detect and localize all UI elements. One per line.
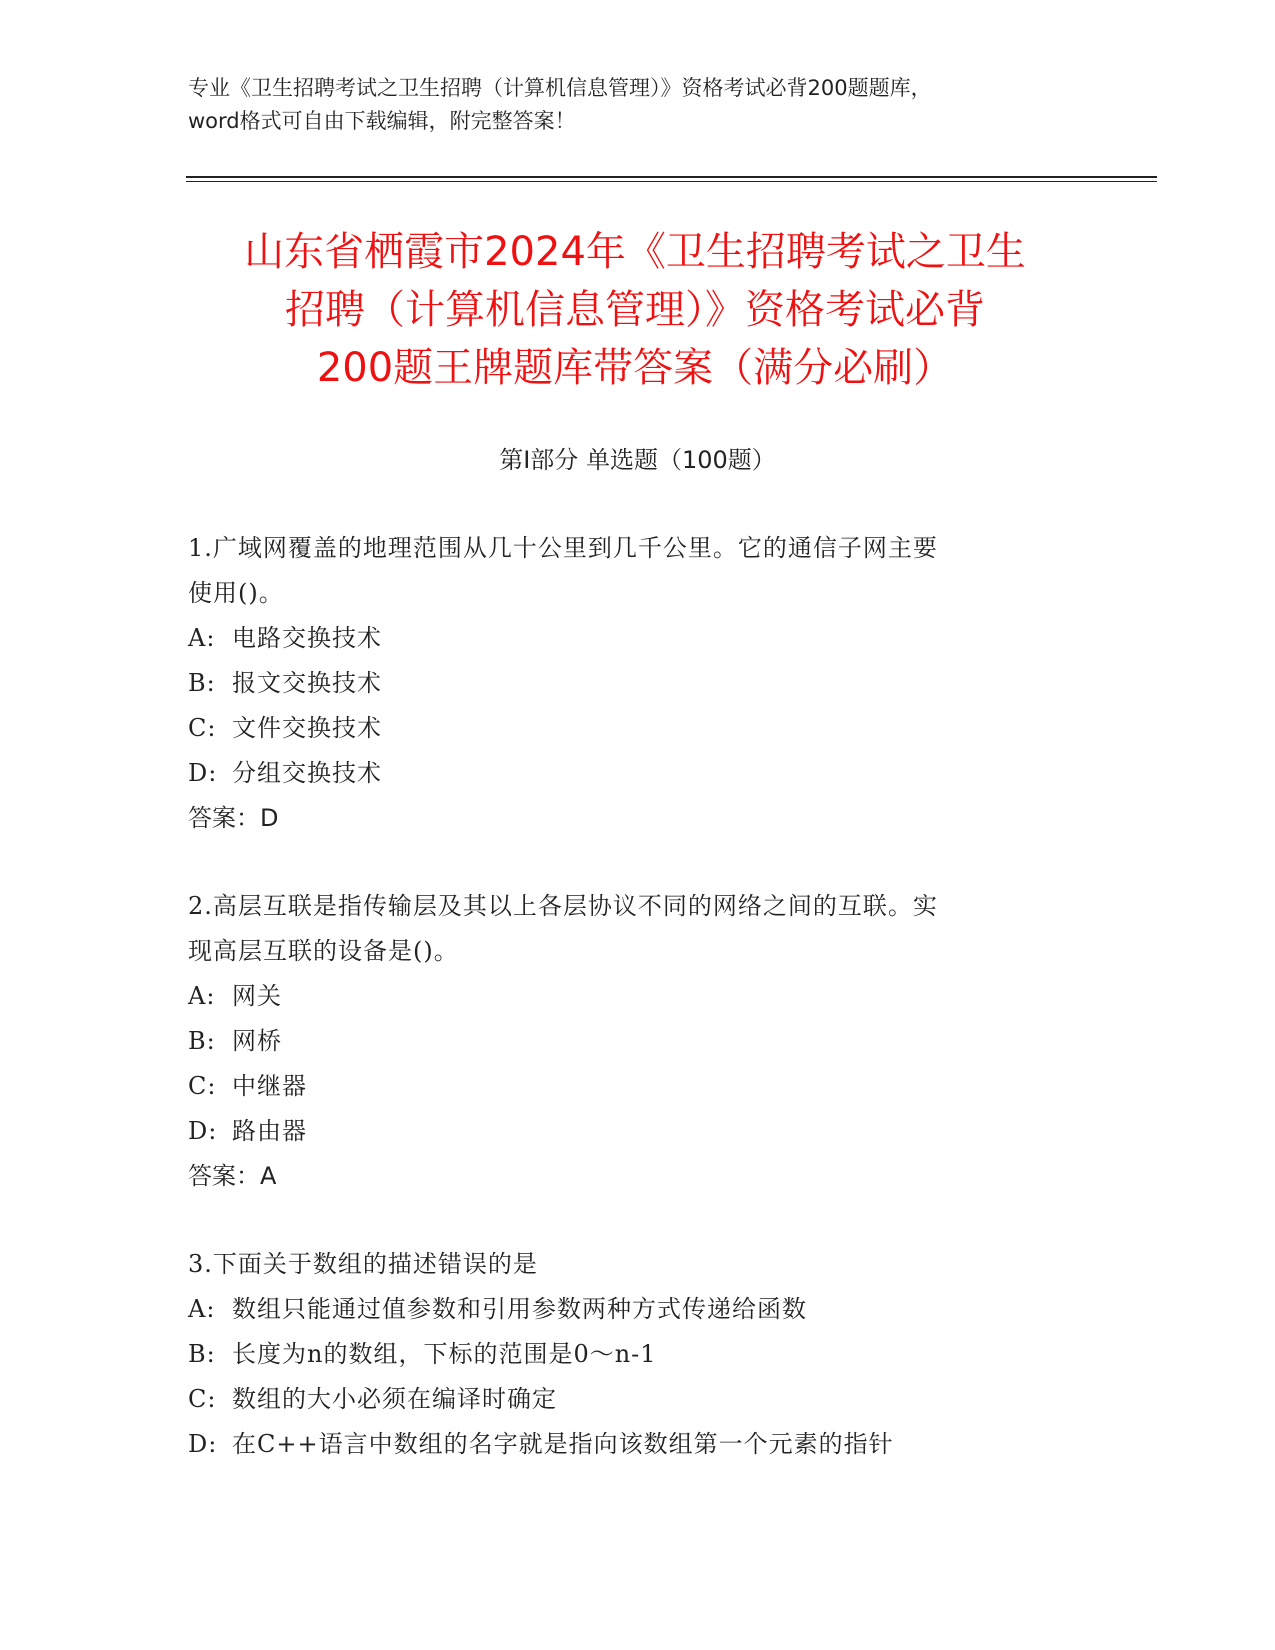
option-b: [188, 1332, 1068, 1377]
title-line1: 山东省栖霞市2024年《卫生招聘考试之卫生: [244, 229, 1026, 275]
header-rule-thin: [186, 181, 1157, 182]
header-note-line1: 专业《卫生招聘考试之卫生招聘（计算机信息管理）》资格考试必背200题题库，: [188, 76, 932, 100]
answer-line: 答案：A: [188, 1162, 277, 1190]
option-key: C:: [188, 1385, 217, 1413]
option-a: [188, 1287, 1068, 1332]
option-a: [188, 616, 1068, 661]
option-text: 网关: [232, 982, 282, 1010]
option-key: C:: [188, 1072, 217, 1100]
option-c: [188, 706, 1068, 751]
question-3: [188, 1242, 1068, 1467]
option-d: [188, 751, 1068, 796]
section-heading: 第Ⅰ部分 单选题（100题）: [499, 446, 776, 474]
option-key: A:: [188, 1295, 216, 1323]
option-text: 在C++语言中数组的名字就是指向该数组第一个元素的指针: [232, 1430, 894, 1458]
option-key: B:: [188, 1340, 216, 1368]
title-line2: 招聘（计算机信息管理）》资格考试必背: [285, 287, 985, 333]
question-1: [188, 526, 1068, 841]
question-list: [188, 526, 1068, 1510]
question-stem: 3.下面关于数组的描述错误的是: [188, 1250, 538, 1278]
document-title: [170, 223, 1100, 397]
option-key: B:: [188, 669, 216, 697]
option-a: [188, 974, 1068, 1019]
option-key: A:: [188, 982, 216, 1010]
option-text: 数组的大小必须在编译时确定: [232, 1385, 557, 1413]
option-text: 路由器: [232, 1117, 307, 1145]
option-key: A:: [188, 624, 216, 652]
title-line3: 200题王牌题库带答案（满分必刷）: [316, 345, 954, 391]
option-text: 长度为n的数组，下标的范围是0～n-1: [232, 1340, 657, 1368]
option-text: 电路交换技术: [232, 624, 382, 652]
header-note: [188, 72, 1088, 138]
question-stem: 2.高层互联是指传输层及其以上各层协议不同的网络之间的互联。实: [188, 892, 938, 920]
question-2: [188, 884, 1068, 1199]
option-key: D:: [188, 1117, 218, 1145]
question-stem-continued: 使用()。: [188, 579, 284, 607]
option-b: [188, 661, 1068, 706]
option-text: 网桥: [232, 1027, 282, 1055]
header-note-line2: word格式可自由下载编辑，附完整答案！: [188, 109, 576, 133]
option-text: 文件交换技术: [232, 714, 382, 742]
question-stem: 1.广域网覆盖的地理范围从几十公里到几千公里。它的通信子网主要: [188, 534, 938, 562]
header-rule-thick: [186, 176, 1157, 178]
option-text: 数组只能通过值参数和引用参数两种方式传递给函数: [232, 1295, 807, 1323]
option-d: [188, 1109, 1068, 1154]
option-c: [188, 1377, 1068, 1422]
option-b: [188, 1019, 1068, 1064]
option-d: [188, 1422, 1068, 1467]
option-text: 中继器: [232, 1072, 307, 1100]
answer-line: 答案：D: [188, 804, 279, 832]
option-key: B:: [188, 1027, 216, 1055]
option-key: C:: [188, 714, 217, 742]
option-text: 报文交换技术: [232, 669, 382, 697]
option-c: [188, 1064, 1068, 1109]
option-key: D:: [188, 1430, 218, 1458]
question-stem-continued: 现高层互联的设备是()。: [188, 937, 459, 965]
option-key: D:: [188, 759, 218, 787]
option-text: 分组交换技术: [232, 759, 382, 787]
